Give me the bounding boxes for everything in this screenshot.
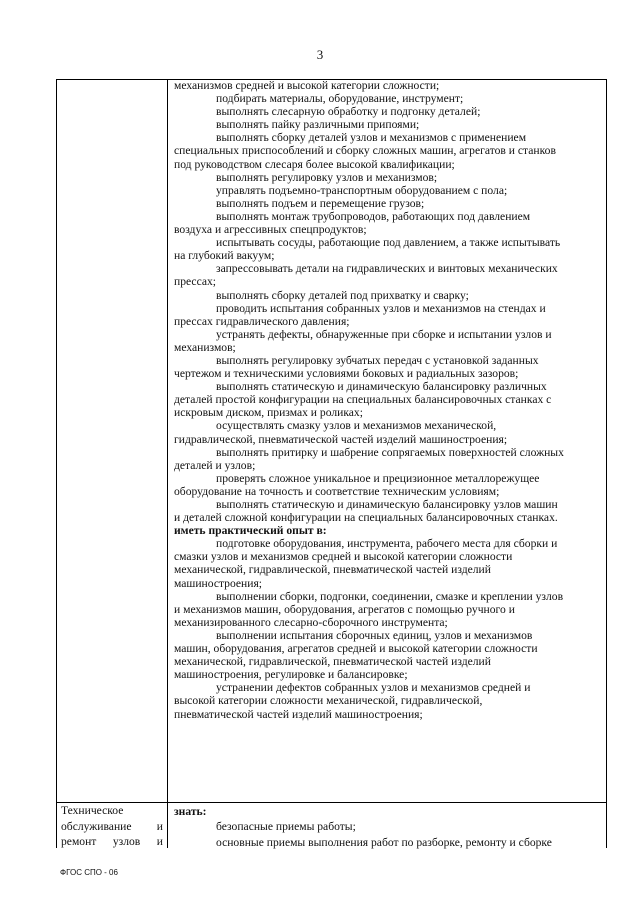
text-line: осуществлять смазку узлов и механизмов механической, xyxy=(216,419,497,433)
text-line: проверять сложное уникальное и прецизионное металлорежущее xyxy=(216,471,540,485)
text-line: специальных приспособлений и сборку сложных машин, агрегатов и станков xyxy=(174,144,556,158)
text-line: искровым диском, призмах и роликах; xyxy=(174,406,363,420)
text-line: выполнять регулировку узлов и механизмов; xyxy=(216,170,438,184)
text-line: основные приемы выполнения работ по разборке, ремонту и сборке xyxy=(216,835,552,849)
upper-right-cell xyxy=(174,79,599,721)
table-column-divider xyxy=(167,79,168,848)
text-line: иметь практический опыт в: xyxy=(174,524,327,538)
left-cell-text: обслуживание xyxy=(61,819,132,833)
left-cell-line xyxy=(61,819,163,835)
text-line: устранении дефектов собранных узлов и механизмов средней и xyxy=(216,681,531,695)
text-line: и деталей сложной конфигурации на специальных балансировочных станках. xyxy=(174,511,558,525)
text-line: выполнять статическую и динамическую балансировку различных xyxy=(216,380,547,394)
text-line: механизмов средней и высокой категории сложности; xyxy=(174,79,440,92)
left-cell-text: ремонт xyxy=(61,835,97,848)
page-number: 3 xyxy=(316,47,324,62)
text-line: выполнять пайку различными припоями; xyxy=(216,118,420,132)
lower-right-cell xyxy=(174,804,599,850)
left-cell-section-title xyxy=(61,803,163,850)
text-line: подбирать материалы, оборудование, инструмент; xyxy=(216,92,464,106)
text-line: выполнении сборки, подгонки, соединении, смазке и креплении узлов xyxy=(216,589,564,603)
text-line: выполнять подъем и перемещение грузов; xyxy=(216,196,425,210)
left-cell-line xyxy=(61,803,163,819)
text-line: выполнять статическую и динамическую балансировку узлов машин xyxy=(216,498,558,511)
text-line: механической, гидравлической, пневматической частей изделий xyxy=(174,655,491,669)
left-cell-line xyxy=(61,834,163,850)
text-line: смазки узлов и механизмов средней и высокой категории сложности xyxy=(174,550,513,564)
text-line: оборудование на точность и соответствие техническим условиям; xyxy=(174,484,500,498)
text-line: машиностроения, регулировке и балансировке; xyxy=(174,668,408,682)
footer-label: ФГОС СПО - 06 xyxy=(60,868,118,877)
text-line: под руководством слесаря более высокой квалификации; xyxy=(174,157,455,171)
text-line: прессах; xyxy=(174,275,217,289)
text-line: пневматической частей изделий машиностроения; xyxy=(174,707,423,721)
text-line: на глубокий вакуум; xyxy=(174,249,275,263)
text-line: воздуха и агрессивных спецпродуктов; xyxy=(174,223,367,237)
text-line: выполнять сборку деталей узлов и механизмов с применением xyxy=(216,131,527,145)
left-cell-text: узлов xyxy=(112,835,141,848)
text-line: выполнять притирку и шабрение сопрягаемых поверхностей сложных xyxy=(216,445,564,459)
text-line: высокой категории сложности механической, гидравлической, xyxy=(174,694,483,708)
text-line: испытывать сосуды, работающие под давлением, а также испытывать xyxy=(216,236,561,250)
text-line: выполнять слесарную обработку и подгонку деталей; xyxy=(216,105,481,119)
text-line: машиностроения; xyxy=(174,576,263,590)
text-line: механизированного слесарно-сборочного инструмента; xyxy=(174,615,448,629)
text-line: знать: xyxy=(174,805,207,818)
text-line: устранять дефекты, обнаруженные при сборке и испытании узлов и xyxy=(216,327,552,341)
text-line: выполнять сборку деталей под прихватку и сварку; xyxy=(216,288,469,302)
text-line: запрессовывать детали на гидравлических и винтовых механических xyxy=(216,262,558,276)
text-line: гидравлической, пневматической частей изделий машиностроения; xyxy=(174,432,508,446)
text-line: машин, оборудования, агрегатов средней и высокой категории сложности xyxy=(174,642,538,656)
text-line: выполнять регулировку зубчатых передач с установкой заданных xyxy=(216,353,539,367)
left-cell-text: Техническое xyxy=(61,804,124,817)
left-cell-text: и xyxy=(156,835,163,848)
text-line: механизмов; xyxy=(174,340,236,354)
text-line: и механизмов машин, оборудования, агрегатов с помощью ручного и xyxy=(174,602,515,616)
text-line: прессах гидравлического давления; xyxy=(174,314,350,328)
text-line: выполнении испытания сборочных единиц, узлов и механизмов xyxy=(216,628,533,642)
text-line: деталей и узлов; xyxy=(174,458,256,472)
text-line: деталей простой конфигурации на специальных балансировочных станках с xyxy=(174,393,552,407)
text-line: безопасные приемы работы; xyxy=(216,820,356,834)
text-line: подготовке оборудования, инструмента, рабочего места для сборки и xyxy=(216,537,558,551)
left-cell-text: и xyxy=(156,819,163,833)
text-line: управлять подъемно-транспортным оборудованием с пола; xyxy=(216,183,508,197)
text-line: механической, гидравлической, пневматической частей изделий xyxy=(174,563,491,577)
text-line: выполнять монтаж трубопроводов, работающих под давлением xyxy=(216,209,531,223)
text-line: чертежом и техническими условиями боковых и радиальных зазоров; xyxy=(174,367,519,381)
text-line: проводить испытания собранных узлов и механизмов на стендах и xyxy=(216,301,546,315)
